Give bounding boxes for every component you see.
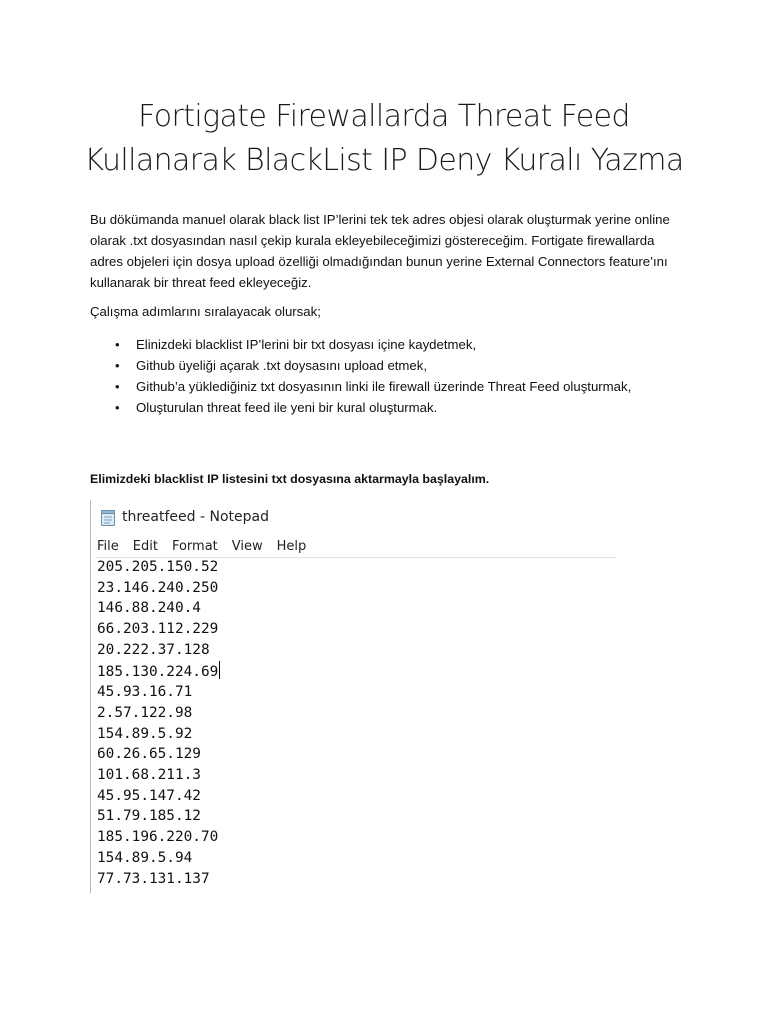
menu-edit[interactable]: Edit xyxy=(132,538,158,554)
ip-line: 185.196.220.70 xyxy=(97,829,219,846)
notepad-text-area[interactable] xyxy=(97,557,220,889)
ip-line: 146.88.240.4 xyxy=(97,600,201,617)
bullet-icon: • xyxy=(115,337,120,352)
menu-format[interactable]: Format xyxy=(171,538,218,554)
step-item xyxy=(90,397,710,418)
menu-view[interactable]: View xyxy=(231,538,263,554)
step-text: Github üyeliği açarak .txt doysasını upload etmek, xyxy=(136,358,428,373)
ip-line: 51.79.185.12 xyxy=(97,808,201,825)
menu-help[interactable]: Help xyxy=(276,538,307,554)
notepad-screenshot xyxy=(90,500,620,893)
screenshot-border xyxy=(90,500,91,893)
step-text: Elinizdeki blacklist IP’lerini bir txt dosyası içine kaydetmek, xyxy=(136,337,477,352)
document-title-line-1: Fortigate Firewallarda Threat Feed xyxy=(138,99,630,134)
bullet-icon: • xyxy=(115,358,120,373)
steps-intro: Çalışma adımlarını sıralayacak olursak; xyxy=(90,304,321,319)
step-text: Oluşturulan threat feed ile yeni bir kural oluşturmak. xyxy=(136,400,438,415)
ip-line-with-caret xyxy=(97,661,220,683)
document-title-line-2: Kullanarak BlackList IP Deny Kuralı Yazma xyxy=(84,143,684,178)
notepad-window-title: threatfeed - Notepad xyxy=(122,509,269,525)
ip-line: 205.205.150.52 xyxy=(97,559,219,575)
callout-text: Elimizdeki blacklist IP listesini txt dosyasına aktarmayla başlayalım. xyxy=(90,472,490,486)
ip-line: 101.68.211.3 xyxy=(97,767,201,784)
notepad-menubar xyxy=(97,535,320,557)
ip-line: 2.57.122.98 xyxy=(97,704,193,721)
ip-line: 77.73.131.137 xyxy=(97,870,210,887)
intro-paragraph: Bu dökümanda manuel olarak black list IP’lerini tek tek adres objesi olarak oluşturmak yerine online olarak .txt dosyasından nasıl çekip kurala ekleyebileceğimizi göstereceğim. Fortigate firewallarda adres objeleri için dosya upload özelliği olmadığından bunun yerine External Connectors feature’ını kullanarak bir threat feed ekleyeceğiz. xyxy=(90,212,670,290)
ip-line: 20.222.37.128 xyxy=(97,641,210,658)
step-item xyxy=(90,334,710,355)
steps-list xyxy=(90,334,710,418)
step-item xyxy=(90,376,710,397)
text-caret xyxy=(219,661,220,679)
bullet-icon: • xyxy=(115,400,120,415)
notepad-icon xyxy=(100,508,116,526)
ip-line-text: 185.130.224.69 xyxy=(97,663,219,680)
ip-line: 66.203.112.229 xyxy=(97,621,219,638)
bullet-icon: • xyxy=(115,379,120,394)
ip-line: 45.95.147.42 xyxy=(97,787,201,804)
ip-line: 60.26.65.129 xyxy=(97,746,201,763)
ip-line: 154.89.5.94 xyxy=(97,849,193,866)
step-text: Github’a yüklediğiniz txt dosyasının linki ile firewall üzerinde Threat Feed oluşturmak, xyxy=(136,379,632,394)
ip-line: 154.89.5.92 xyxy=(97,725,193,742)
menu-file[interactable]: File xyxy=(97,538,119,554)
notepad-titlebar xyxy=(100,504,269,530)
step-item xyxy=(90,355,710,376)
ip-line: 23.146.240.250 xyxy=(97,579,219,596)
ip-line: 45.93.16.71 xyxy=(97,684,193,701)
